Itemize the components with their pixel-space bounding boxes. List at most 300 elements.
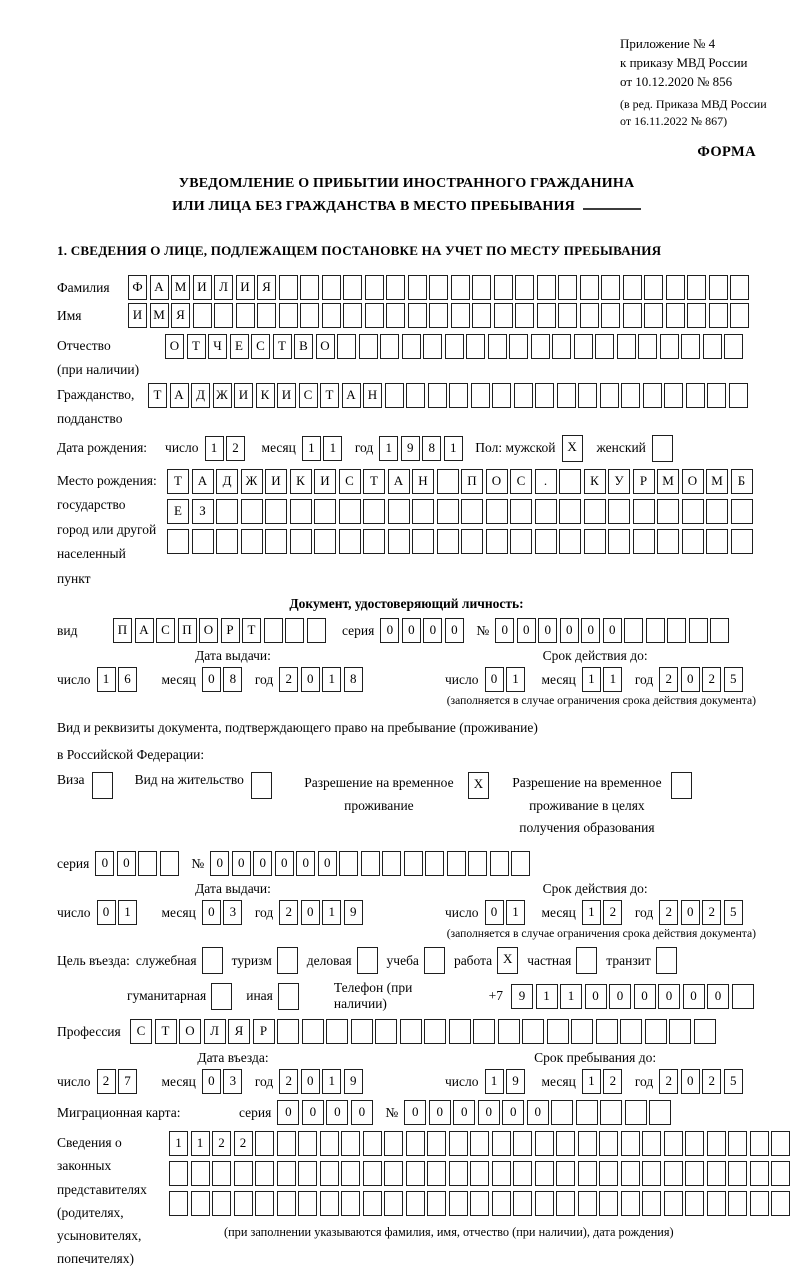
representative-cell[interactable]: 1 <box>191 1131 210 1156</box>
citizenship-cell[interactable] <box>643 383 662 408</box>
sex-male-cell[interactable]: X <box>562 435 583 462</box>
given-name-cell[interactable] <box>558 303 577 328</box>
representative-cell[interactable] <box>642 1131 661 1156</box>
birth-place-cell[interactable] <box>216 529 238 554</box>
phone-cell[interactable]: 0 <box>707 984 729 1009</box>
birth-place-cell[interactable] <box>461 529 483 554</box>
doc-kind-cell[interactable]: А <box>135 618 154 643</box>
doc-number-cell[interactable]: 0 <box>581 618 600 643</box>
representative-cell[interactable] <box>427 1131 446 1156</box>
surname-cell[interactable] <box>451 275 470 300</box>
representative-cell[interactable] <box>277 1131 296 1156</box>
residence-expiry-month-cell[interactable]: 2 <box>603 900 622 925</box>
representative-cell[interactable] <box>277 1191 296 1216</box>
birth-place-cell[interactable] <box>339 529 361 554</box>
residence-number-cell[interactable]: 0 <box>232 851 251 876</box>
patronymic-cell[interactable]: О <box>316 334 335 359</box>
representative-cell[interactable] <box>255 1191 274 1216</box>
profession-cell[interactable] <box>645 1019 667 1044</box>
phone-cell[interactable]: 0 <box>609 984 631 1009</box>
surname-cell[interactable] <box>494 275 513 300</box>
birth-place-cell[interactable] <box>608 499 630 524</box>
phone-cell[interactable]: 0 <box>658 984 680 1009</box>
birth-place-cell[interactable] <box>584 529 606 554</box>
purpose-humanitarian-cell[interactable] <box>211 983 232 1010</box>
birth-year-cell[interactable]: 8 <box>422 436 441 461</box>
representative-cell[interactable] <box>191 1191 210 1216</box>
surname-cell[interactable] <box>365 275 384 300</box>
doc-kind-cell[interactable] <box>264 618 283 643</box>
birth-place-cell[interactable] <box>192 529 214 554</box>
citizenship-cell[interactable]: Т <box>148 383 167 408</box>
doc-kind-cell[interactable] <box>285 618 304 643</box>
profession-cell[interactable] <box>400 1019 422 1044</box>
given-name-cell[interactable] <box>644 303 663 328</box>
patronymic-cell[interactable] <box>380 334 399 359</box>
birth-place-cell[interactable] <box>535 529 557 554</box>
representative-cell[interactable] <box>384 1191 403 1216</box>
citizenship-cell[interactable] <box>492 383 511 408</box>
profession-cell[interactable] <box>375 1019 397 1044</box>
birth-place-cell[interactable]: К <box>290 469 312 494</box>
representative-cell[interactable] <box>578 1161 597 1186</box>
migration-number-cell[interactable] <box>600 1100 622 1125</box>
birth-place-cell[interactable]: А <box>192 469 214 494</box>
citizenship-cell[interactable] <box>535 383 554 408</box>
birth-place-cell[interactable] <box>510 499 532 524</box>
birth-place-cell[interactable] <box>167 529 189 554</box>
patronymic-cell[interactable]: Т <box>273 334 292 359</box>
residence-number-cell[interactable]: 0 <box>318 851 337 876</box>
given-name-cell[interactable] <box>623 303 642 328</box>
migration-number-cell[interactable]: 0 <box>453 1100 475 1125</box>
residence-issue-month-cell[interactable]: 0 <box>202 900 221 925</box>
given-name-cell[interactable] <box>601 303 620 328</box>
birth-place-cell[interactable]: Ж <box>241 469 263 494</box>
residence-expiry-year-cell[interactable]: 2 <box>659 900 678 925</box>
representative-cell[interactable] <box>406 1161 425 1186</box>
issue-year-cell[interactable]: 0 <box>301 667 320 692</box>
stay-day-cell[interactable]: 9 <box>506 1069 525 1094</box>
expiry-year-cell[interactable]: 2 <box>659 667 678 692</box>
profession-cell[interactable] <box>596 1019 618 1044</box>
doc-number-cell[interactable] <box>624 618 643 643</box>
birth-place-cell[interactable] <box>461 499 483 524</box>
stay-year-cell[interactable]: 2 <box>702 1069 721 1094</box>
residence-expiry-day-cell[interactable]: 1 <box>506 900 525 925</box>
citizenship-cell[interactable]: И <box>234 383 253 408</box>
citizenship-cell[interactable]: Т <box>320 383 339 408</box>
representative-cell[interactable] <box>599 1131 618 1156</box>
purpose-business-cell[interactable] <box>357 947 378 974</box>
representative-cell[interactable] <box>728 1131 747 1156</box>
surname-cell[interactable] <box>386 275 405 300</box>
representative-cell[interactable] <box>320 1161 339 1186</box>
given-name-cell[interactable] <box>666 303 685 328</box>
residence-issue-year-cell[interactable]: 2 <box>279 900 298 925</box>
migration-number-cell[interactable]: 0 <box>527 1100 549 1125</box>
residence-expiry-day-cell[interactable]: 0 <box>485 900 504 925</box>
given-name-cell[interactable] <box>236 303 255 328</box>
residence-number-cell[interactable]: 0 <box>210 851 229 876</box>
sex-female-cell[interactable] <box>652 435 673 462</box>
residence-seriya-cell[interactable]: 0 <box>117 851 136 876</box>
birth-place-cell[interactable] <box>486 529 508 554</box>
given-name-cell[interactable] <box>730 303 749 328</box>
given-name-cell[interactable] <box>687 303 706 328</box>
birth-place-cell[interactable]: К <box>584 469 606 494</box>
given-name-cell[interactable] <box>279 303 298 328</box>
birth-day-cell[interactable]: 2 <box>226 436 245 461</box>
birth-place-cell[interactable] <box>437 499 459 524</box>
profession-cell[interactable] <box>694 1019 716 1044</box>
entry-year-cell[interactable]: 1 <box>322 1069 341 1094</box>
profession-cell[interactable]: С <box>130 1019 152 1044</box>
representative-cell[interactable] <box>255 1161 274 1186</box>
residence-number-cell[interactable] <box>339 851 358 876</box>
birth-place-cell[interactable] <box>412 529 434 554</box>
representative-cell[interactable] <box>556 1191 575 1216</box>
representative-cell[interactable] <box>535 1191 554 1216</box>
citizenship-cell[interactable] <box>578 383 597 408</box>
representative-cell[interactable] <box>707 1191 726 1216</box>
doc-number-cell[interactable]: 0 <box>517 618 536 643</box>
purpose-transit-cell[interactable] <box>656 947 677 974</box>
surname-cell[interactable]: А <box>150 275 169 300</box>
representative-cell[interactable] <box>664 1161 683 1186</box>
representative-cell[interactable] <box>234 1161 253 1186</box>
given-name-cell[interactable]: Я <box>171 303 190 328</box>
patronymic-cell[interactable] <box>402 334 421 359</box>
migration-number-cell[interactable] <box>551 1100 573 1125</box>
representative-cell[interactable] <box>599 1191 618 1216</box>
surname-cell[interactable] <box>429 275 448 300</box>
profession-cell[interactable]: О <box>179 1019 201 1044</box>
residence-issue-month-cell[interactable]: 3 <box>223 900 242 925</box>
birth-year-cell[interactable]: 1 <box>379 436 398 461</box>
representative-cell[interactable] <box>621 1161 640 1186</box>
migration-seriya-cell[interactable]: 0 <box>326 1100 348 1125</box>
birth-month-cell[interactable]: 1 <box>302 436 321 461</box>
profession-cell[interactable] <box>571 1019 593 1044</box>
stay-month-cell[interactable]: 1 <box>582 1069 601 1094</box>
phone-cell[interactable]: 1 <box>560 984 582 1009</box>
birth-place-cell[interactable] <box>314 499 336 524</box>
given-name-cell[interactable]: И <box>128 303 147 328</box>
residence-number-cell[interactable]: 0 <box>275 851 294 876</box>
representative-cell[interactable] <box>384 1161 403 1186</box>
phone-cell[interactable]: 1 <box>536 984 558 1009</box>
representative-cell[interactable] <box>492 1131 511 1156</box>
representative-cell[interactable] <box>234 1191 253 1216</box>
representative-cell[interactable] <box>728 1191 747 1216</box>
doc-number-cell[interactable] <box>689 618 708 643</box>
birth-place-cell[interactable] <box>290 529 312 554</box>
given-name-cell[interactable] <box>300 303 319 328</box>
patronymic-cell[interactable] <box>724 334 743 359</box>
birth-place-cell[interactable] <box>486 499 508 524</box>
migration-number-cell[interactable]: 0 <box>478 1100 500 1125</box>
residence-number-cell[interactable] <box>361 851 380 876</box>
citizenship-cell[interactable] <box>729 383 748 408</box>
residence-expiry-year-cell[interactable]: 2 <box>702 900 721 925</box>
entry-year-cell[interactable]: 9 <box>344 1069 363 1094</box>
representative-cell[interactable] <box>750 1161 769 1186</box>
expiry-month-cell[interactable]: 1 <box>603 667 622 692</box>
doc-kind-cell[interactable]: П <box>113 618 132 643</box>
birth-place-cell[interactable] <box>363 499 385 524</box>
birth-place-cell[interactable]: А <box>388 469 410 494</box>
surname-cell[interactable] <box>644 275 663 300</box>
doc-seriya-cell[interactable]: 0 <box>423 618 442 643</box>
profession-cell[interactable] <box>326 1019 348 1044</box>
doc-kind-cell[interactable]: С <box>156 618 175 643</box>
surname-cell[interactable] <box>279 275 298 300</box>
given-name-cell[interactable] <box>408 303 427 328</box>
representative-cell[interactable] <box>427 1161 446 1186</box>
patronymic-cell[interactable] <box>337 334 356 359</box>
surname-cell[interactable] <box>687 275 706 300</box>
purpose-private-cell[interactable] <box>576 947 597 974</box>
migration-number-cell[interactable] <box>576 1100 598 1125</box>
profession-cell[interactable] <box>449 1019 471 1044</box>
visa-cell[interactable] <box>92 772 113 799</box>
birth-year-cell[interactable]: 1 <box>444 436 463 461</box>
citizenship-cell[interactable]: Н <box>363 383 382 408</box>
surname-cell[interactable] <box>601 275 620 300</box>
migration-number-cell[interactable]: 0 <box>429 1100 451 1125</box>
birth-place-cell[interactable] <box>706 499 728 524</box>
citizenship-cell[interactable]: И <box>277 383 296 408</box>
given-name-cell[interactable]: М <box>150 303 169 328</box>
representative-cell[interactable] <box>363 1191 382 1216</box>
patronymic-cell[interactable] <box>681 334 700 359</box>
representative-cell[interactable] <box>470 1191 489 1216</box>
patronymic-cell[interactable] <box>574 334 593 359</box>
patronymic-cell[interactable]: Е <box>230 334 249 359</box>
representative-cell[interactable] <box>298 1131 317 1156</box>
birth-place-cell[interactable]: Н <box>412 469 434 494</box>
residence-number-cell[interactable] <box>382 851 401 876</box>
given-name-cell[interactable] <box>429 303 448 328</box>
doc-number-cell[interactable]: 0 <box>538 618 557 643</box>
birth-place-cell[interactable]: С <box>339 469 361 494</box>
citizenship-cell[interactable] <box>449 383 468 408</box>
birth-place-cell[interactable]: Т <box>363 469 385 494</box>
entry-day-cell[interactable]: 2 <box>97 1069 116 1094</box>
patronymic-cell[interactable] <box>423 334 442 359</box>
birth-place-cell[interactable]: Б <box>731 469 753 494</box>
representative-cell[interactable]: 2 <box>234 1131 253 1156</box>
citizenship-cell[interactable] <box>428 383 447 408</box>
issue-year-cell[interactable]: 2 <box>279 667 298 692</box>
birth-place-cell[interactable] <box>633 499 655 524</box>
birth-place-cell[interactable] <box>559 499 581 524</box>
citizenship-cell[interactable] <box>686 383 705 408</box>
surname-cell[interactable] <box>300 275 319 300</box>
residence-number-cell[interactable] <box>425 851 444 876</box>
representative-cell[interactable] <box>642 1191 661 1216</box>
representative-cell[interactable] <box>169 1161 188 1186</box>
representative-cell[interactable] <box>320 1131 339 1156</box>
profession-cell[interactable] <box>424 1019 446 1044</box>
entry-day-cell[interactable]: 7 <box>118 1069 137 1094</box>
doc-kind-cell[interactable]: О <box>199 618 218 643</box>
representative-cell[interactable] <box>513 1131 532 1156</box>
residence-number-cell[interactable]: 0 <box>296 851 315 876</box>
phone-cell[interactable]: 9 <box>511 984 533 1009</box>
birth-place-cell[interactable] <box>657 529 679 554</box>
representative-cell[interactable] <box>707 1161 726 1186</box>
issue-month-cell[interactable]: 8 <box>223 667 242 692</box>
entry-month-cell[interactable]: 0 <box>202 1069 221 1094</box>
birth-place-cell[interactable] <box>241 499 263 524</box>
patronymic-cell[interactable] <box>552 334 571 359</box>
representative-cell[interactable] <box>728 1161 747 1186</box>
representative-cell[interactable] <box>492 1191 511 1216</box>
migration-seriya-cell[interactable]: 0 <box>302 1100 324 1125</box>
residence-number-cell[interactable]: 0 <box>253 851 272 876</box>
surname-cell[interactable] <box>537 275 556 300</box>
citizenship-cell[interactable]: А <box>170 383 189 408</box>
purpose-official-cell[interactable] <box>202 947 223 974</box>
representative-cell[interactable] <box>277 1161 296 1186</box>
representative-cell[interactable] <box>449 1131 468 1156</box>
expiry-year-cell[interactable]: 5 <box>724 667 743 692</box>
patronymic-cell[interactable] <box>660 334 679 359</box>
representative-cell[interactable] <box>406 1131 425 1156</box>
issue-month-cell[interactable]: 0 <box>202 667 221 692</box>
given-name-cell[interactable] <box>343 303 362 328</box>
representative-cell[interactable] <box>406 1191 425 1216</box>
patronymic-cell[interactable]: Т <box>187 334 206 359</box>
birth-place-cell[interactable] <box>388 499 410 524</box>
birth-place-cell[interactable] <box>535 499 557 524</box>
citizenship-cell[interactable] <box>514 383 533 408</box>
surname-cell[interactable] <box>709 275 728 300</box>
birth-place-cell[interactable]: Е <box>167 499 189 524</box>
patronymic-cell[interactable] <box>466 334 485 359</box>
patronymic-cell[interactable]: С <box>251 334 270 359</box>
given-name-cell[interactable] <box>322 303 341 328</box>
entry-month-cell[interactable]: 3 <box>223 1069 242 1094</box>
representative-cell[interactable] <box>621 1131 640 1156</box>
citizenship-cell[interactable]: А <box>342 383 361 408</box>
surname-cell[interactable] <box>558 275 577 300</box>
representative-cell[interactable] <box>427 1191 446 1216</box>
temp-residence-cell[interactable]: X <box>468 772 489 799</box>
migration-number-cell[interactable]: 0 <box>404 1100 426 1125</box>
residence-seriya-cell[interactable] <box>160 851 179 876</box>
residence-issue-day-cell[interactable]: 0 <box>97 900 116 925</box>
doc-number-cell[interactable]: 0 <box>560 618 579 643</box>
surname-cell[interactable] <box>623 275 642 300</box>
representative-cell[interactable] <box>341 1191 360 1216</box>
surname-cell[interactable] <box>472 275 491 300</box>
birth-place-cell[interactable]: Р <box>633 469 655 494</box>
representative-cell[interactable] <box>664 1131 683 1156</box>
patronymic-cell[interactable] <box>703 334 722 359</box>
representative-cell[interactable] <box>470 1161 489 1186</box>
representative-cell[interactable] <box>513 1161 532 1186</box>
residence-issue-year-cell[interactable]: 0 <box>301 900 320 925</box>
patronymic-cell[interactable] <box>638 334 657 359</box>
purpose-other-cell[interactable] <box>278 983 299 1010</box>
surname-cell[interactable] <box>515 275 534 300</box>
birth-place-cell[interactable] <box>706 529 728 554</box>
migration-seriya-cell[interactable]: 0 <box>351 1100 373 1125</box>
doc-seriya-cell[interactable]: 0 <box>402 618 421 643</box>
patronymic-cell[interactable] <box>617 334 636 359</box>
representative-cell[interactable] <box>750 1131 769 1156</box>
migration-number-cell[interactable] <box>649 1100 671 1125</box>
doc-number-cell[interactable] <box>667 618 686 643</box>
patronymic-cell[interactable]: О <box>165 334 184 359</box>
surname-cell[interactable] <box>322 275 341 300</box>
representative-cell[interactable] <box>578 1131 597 1156</box>
representative-cell[interactable] <box>685 1191 704 1216</box>
surname-cell[interactable]: Л <box>214 275 233 300</box>
expiry-day-cell[interactable]: 0 <box>485 667 504 692</box>
residence-number-cell[interactable] <box>490 851 509 876</box>
birth-place-cell[interactable] <box>388 529 410 554</box>
birth-place-cell[interactable] <box>265 499 287 524</box>
given-name-cell[interactable] <box>709 303 728 328</box>
surname-cell[interactable]: Я <box>257 275 276 300</box>
residence-expiry-year-cell[interactable]: 0 <box>681 900 700 925</box>
residence-number-cell[interactable] <box>447 851 466 876</box>
birth-place-cell[interactable] <box>633 529 655 554</box>
patronymic-cell[interactable] <box>595 334 614 359</box>
doc-kind-cell[interactable]: Т <box>242 618 261 643</box>
representative-cell[interactable] <box>771 1191 790 1216</box>
patronymic-cell[interactable] <box>445 334 464 359</box>
representative-cell[interactable] <box>556 1131 575 1156</box>
patronymic-cell[interactable]: В <box>294 334 313 359</box>
issue-year-cell[interactable]: 8 <box>344 667 363 692</box>
given-name-cell[interactable] <box>257 303 276 328</box>
representative-cell[interactable] <box>492 1161 511 1186</box>
representative-cell[interactable] <box>169 1191 188 1216</box>
surname-cell[interactable]: М <box>171 275 190 300</box>
birth-place-cell[interactable]: М <box>706 469 728 494</box>
citizenship-cell[interactable]: Д <box>191 383 210 408</box>
surname-cell[interactable]: Ф <box>128 275 147 300</box>
representative-cell[interactable] <box>685 1131 704 1156</box>
representative-cell[interactable]: 1 <box>169 1131 188 1156</box>
representative-cell[interactable] <box>384 1131 403 1156</box>
birth-place-cell[interactable]: И <box>265 469 287 494</box>
representative-cell[interactable] <box>298 1161 317 1186</box>
representative-cell[interactable] <box>599 1161 618 1186</box>
birth-place-cell[interactable]: И <box>314 469 336 494</box>
birth-place-cell[interactable]: П <box>461 469 483 494</box>
representative-cell[interactable] <box>685 1161 704 1186</box>
residence-number-cell[interactable] <box>511 851 530 876</box>
birth-place-cell[interactable]: О <box>682 469 704 494</box>
citizenship-cell[interactable] <box>707 383 726 408</box>
citizenship-cell[interactable] <box>557 383 576 408</box>
representative-cell[interactable] <box>535 1161 554 1186</box>
representative-cell[interactable] <box>664 1191 683 1216</box>
birth-place-cell[interactable] <box>437 469 459 494</box>
temp-residence-education-cell[interactable] <box>671 772 692 799</box>
birth-place-cell[interactable] <box>437 529 459 554</box>
representative-cell[interactable] <box>578 1191 597 1216</box>
purpose-tourism-cell[interactable] <box>277 947 298 974</box>
representative-cell[interactable] <box>449 1191 468 1216</box>
birth-place-cell[interactable]: О <box>486 469 508 494</box>
